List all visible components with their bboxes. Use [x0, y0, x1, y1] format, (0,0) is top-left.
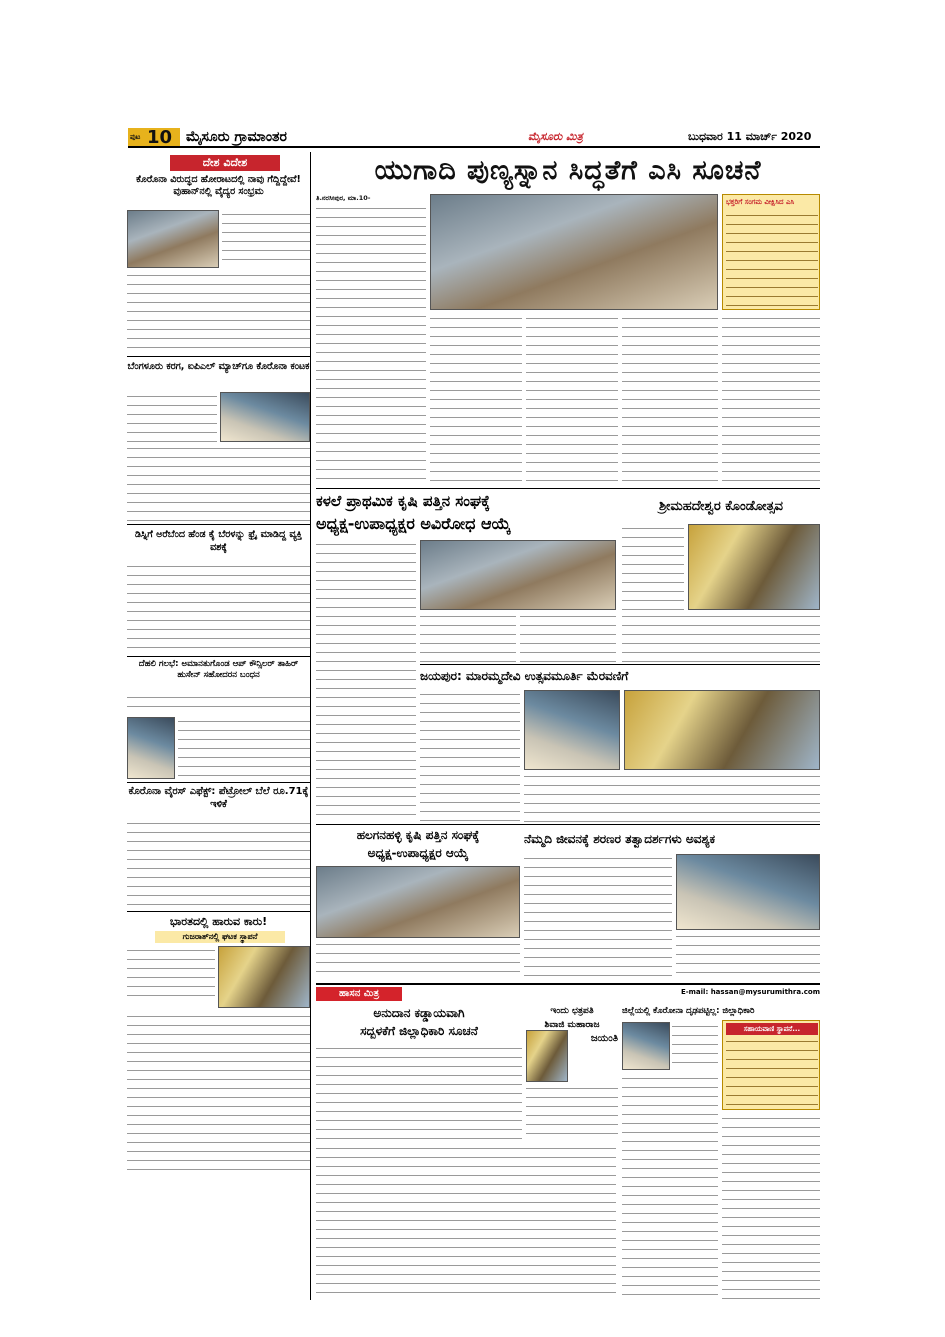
- story6-title: ಭಾರತದಲ್ಲಿ ಹಾರುವ ಕಾರು!: [169, 915, 268, 928]
- masthead: [128, 128, 820, 148]
- kalale-text-col2: [420, 612, 516, 662]
- shivaji-portrait: [526, 1030, 568, 1082]
- halaganahalli-headline-2: ಅಧ್ಯಕ್ಷ-ಉಪಾಧ್ಯಕ್ಷರ ಆಯ್ಕೆ: [367, 846, 469, 860]
- story6-subtitle: ಗುಜರಾತ್‌ನಲ್ಲಿ ಘಟಕ ಸ್ಥಾಪನೆ: [155, 931, 285, 943]
- corona-text-cont: [622, 1074, 718, 1300]
- story6-photo-flying-car: [218, 946, 310, 1008]
- shivaji-headline-1: ಇಂದು ಛತ್ರಪತಿ: [550, 1006, 594, 1016]
- kondotsava-text: [622, 524, 684, 610]
- main-side-box: [722, 194, 820, 310]
- halaganahalli-photo: [316, 866, 520, 938]
- section-tag-desha-videsha: ದೇಶ ವಿದೇಶ: [170, 155, 280, 171]
- divider: [316, 983, 820, 985]
- jayapura-caption: [524, 772, 820, 822]
- district-collector-photo: [622, 1022, 670, 1070]
- kalale-photo: [420, 540, 616, 610]
- story5-title: ಕೊರೊನಾ ವೈರಸ್ ಎಫೆಕ್ಟ್: ಪೆಟ್ರೋಲ್ ಬೆಲೆ ರೂ.71ಕ್ಕೆ ಇಳಿಕೆ: [128, 786, 309, 810]
- kalale-text-col1: [316, 540, 416, 820]
- paper-name-logo: ಮೈಸೂರು ಮಿತ್ರ: [528, 130, 583, 143]
- story2-title: ಬೆಂಗಳೂರು ಕರಗ, ಐಪಿಎಲ್ ಮ್ಯಾಚ್‌ಗೂ ಕೊರೊನಾ ಕಂಟಕ: [127, 361, 310, 372]
- halaganahalli-text: [316, 940, 520, 980]
- main-dateline: ತಿ.ನರಸೀಪುರ, ಮಾ.10-: [316, 194, 371, 202]
- story5-text: [127, 819, 310, 909]
- jayapura-photo-2: [624, 690, 820, 770]
- story4-text: [127, 693, 310, 715]
- divider: [127, 911, 310, 912]
- divider: [127, 782, 310, 783]
- story3-title: ಡಿಸ್ನಿಗೆ ಅರೆಬೆಂದ ಹೆಂಡ ಕೈ ಬೆರಳನ್ನು ಫ್ರೈ ಮಾಡಿದ್ದ ವ್ಯಕ್ತಿ ವಶಕ್ಕೆ: [134, 529, 302, 553]
- divider: [127, 656, 310, 657]
- jayapura-headline: ಜಯಪುರ: ಮಾರಮ್ಮದೇವಿ ಉತ್ಸವಮೂರ್ತಿ ಮೆರವಣಿಗೆ: [420, 669, 629, 683]
- helpline-box: [722, 1020, 820, 1110]
- jayapura-photo-1: [524, 690, 620, 770]
- shivaji-text: [526, 1084, 618, 1140]
- divider: [316, 824, 820, 825]
- main-story-text-col4: [622, 314, 718, 484]
- main-story-photo: [430, 194, 718, 310]
- corona-text-col2: [722, 1114, 820, 1300]
- story6-text-cont: [127, 1012, 310, 1172]
- shivaji-headline-3: ಜಯಂತಿ: [590, 1033, 618, 1044]
- kondotsava-text-cont: [622, 612, 820, 662]
- kalale-text-col3: [520, 612, 616, 662]
- helpline-box-heading: ಸಹಾಯವಾಣಿ ಸ್ಥಾಪನೆ...: [726, 1023, 818, 1035]
- side-box-heading: ಭಕ್ತರಿಗೆ ಸಂಗಮ ವೀಕ್ಷಿಸಿದ ಎಸಿ: [726, 198, 795, 206]
- nemmadi-text-cont: [676, 932, 820, 980]
- story4-title: ದೆಹಲಿ ಗಲಭೆ: ಅಮಾನತುಗೊಂಡ ಆಪ್ ಕೌನ್ಸಿಲರ್ ತಾಹಿರ್ ಹುಸೇನ್ ಸಹೋದರನ ಬಂಧನ: [138, 659, 299, 680]
- kondotsava-headline: ಶ್ರೀಮಹದೇಶ್ವರ ಕೊಂಡೋತ್ಸವ: [658, 499, 784, 514]
- side-box-text: [726, 211, 818, 307]
- story4-text-cont: [178, 717, 310, 779]
- story2-photo-ipl-trophy: [220, 392, 310, 442]
- wide-story-text: [316, 1144, 616, 1300]
- anudana-headline-2: ಸದ್ಬಳಕೆಗೆ ಜಿಲ್ಲಾಧಿಕಾರಿ ಸೂಚನೆ: [360, 1024, 478, 1038]
- story2-text: [127, 392, 217, 442]
- kalale-headline-1: ಕಳಲೆ ಪ್ರಾಥಮಿಕ ಕೃಷಿ ಪತ್ತಿನ ಸಂಘಕ್ಕೆ: [316, 492, 490, 510]
- page-number: 10: [147, 127, 173, 148]
- corona-text: [672, 1022, 718, 1070]
- story1-photo: [127, 210, 219, 268]
- main-headline: ಯುಗಾದಿ ಪುಣ್ಯಸ್ನಾನ ಸಿದ್ಧತೆಗೆ ಎಸಿ ಸೂಚನೆ: [374, 155, 762, 186]
- story4-photo-portrait: [127, 717, 175, 779]
- story1-title: ಕೊರೊನಾ ವಿರುದ್ಧದ ಹೋರಾಟದಲ್ಲಿ ನಾವು ಗೆದ್ದಿದ್ದೇವೆ! ವುಹಾನ್‌ನಲ್ಲಿ ವೈದ್ಯರ ಸಂಭ್ರಮ: [136, 174, 301, 197]
- nemmadi-headline: ನೆಮ್ಮದಿ ಜೀವನಕ್ಕೆ ಶರಣರ ತತ್ವಾದರ್ಶಗಳು ಅವಶ್ಯಕ: [524, 832, 716, 846]
- divider: [316, 488, 820, 489]
- page-label: ಪುಟ: [130, 133, 141, 141]
- main-story-text-col3: [526, 314, 618, 484]
- helpline-box-text: [726, 1037, 818, 1107]
- story1-text-cont: [127, 271, 310, 353]
- kalale-headline-2: ಅಧ್ಯಕ್ಷ-ಉಪಾಧ್ಯಕ್ಷರ ಅವಿರೋಧ ಆಯ್ಕೆ: [316, 514, 511, 533]
- issue-date: ಬುಧವಾರ 11 ಮಾರ್ಚ್ 2020: [688, 130, 812, 143]
- anudana-headline-1: ಅನುದಾನ ಕಡ್ಡಾಯವಾಗಿ: [373, 1006, 465, 1020]
- anudana-text: [316, 1044, 522, 1140]
- divider: [127, 524, 310, 525]
- shivaji-headline-2: ಶಿವಾಜಿ ಮಹಾರಾಜ: [544, 1020, 600, 1030]
- main-body-1: [316, 204, 426, 484]
- hassan-mitra-tag: ಹಾಸನ ಮಿತ್ರ: [316, 987, 402, 1001]
- section-title: ಮೈಸೂರು ಗ್ರಾಮಾಂತರ: [186, 129, 287, 145]
- nemmadi-photo: [676, 854, 820, 930]
- corona-headline: ಜಿಲ್ಲೆಯಲ್ಲಿ ಕೊರೋನಾ ದೃಢಪಟ್ಟಿಲ್ಲ: ಜಿಲ್ಲಾಧಿಕಾರಿ: [622, 1006, 755, 1016]
- main-story-text-col1: [316, 194, 426, 484]
- hassan-email-link[interactable]: E-mail: hassan@mysurumithra.com: [680, 988, 820, 996]
- nemmadi-text: [524, 854, 672, 980]
- kondotsava-photo: [688, 524, 820, 610]
- left-column: [125, 152, 311, 1300]
- story1-text: [222, 210, 310, 268]
- story2-text-cont: [127, 444, 310, 522]
- halaganahalli-headline-1: ಹಲಗನಹಳ್ಳಿ ಕೃಷಿ ಪತ್ತಿನ ಸಂಘಕ್ಕೆ: [356, 828, 480, 842]
- divider: [127, 356, 310, 357]
- main-story-text-col5: [722, 314, 820, 484]
- divider: [420, 664, 820, 665]
- page-number-badge: [128, 128, 180, 146]
- main-story-text-col2: [430, 314, 522, 484]
- jayapura-text: [420, 690, 520, 822]
- story3-text: [127, 562, 310, 654]
- story6-text: [127, 946, 215, 998]
